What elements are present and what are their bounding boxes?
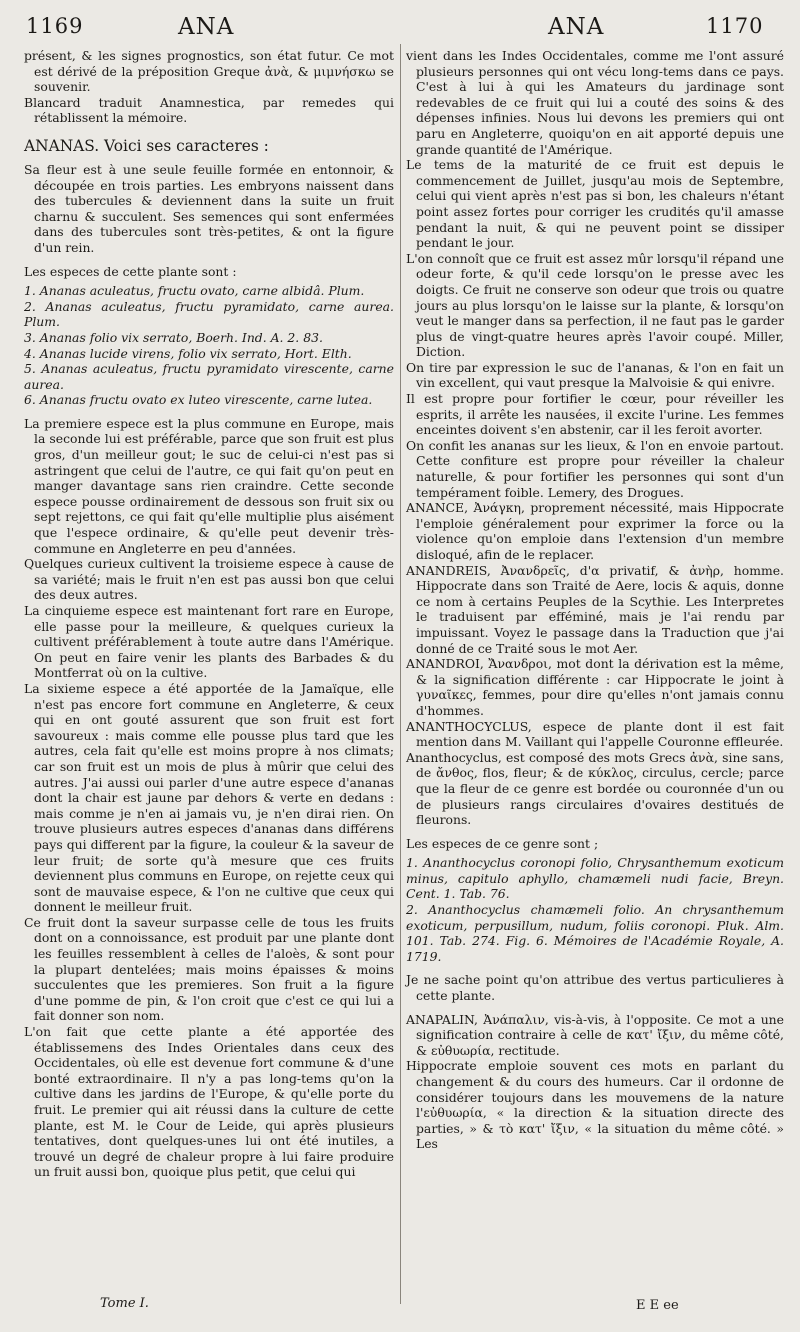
entry-anance: ANANCE, Ἀνάγκη, proprement nécessité, mais Hippocrate l'emploie généralement pour exprimer la force ou la violence qu'on emploie dans l'extension d'un membre disloqué, afin de le replacer. (406, 500, 784, 562)
paragraph: La cinquieme espece est maintenant fort rare en Europe, elle passe pour la meilleure, & quelques curieux la cultivent préférablement à toute autre dans l'Amérique. On peut en faire venir les plants des Barbades & du Montferrat où on la cultive. (24, 603, 394, 681)
entry-ananthocyclus: ANANTHOCYCLUS, espece de plante dont il est fait mention dans M. Vaillant qui l'appelle Couronne effleurée. (406, 718, 784, 750)
species-item: 6. Ananas fructu ovato ex luteo virescente, carne lutea. (24, 392, 373, 408)
species-item: 1. Ananas aculeatus, fructu ovato, carne albidâ. Plum. (24, 283, 365, 299)
paragraph: Ananthocyclus, est composé des mots Grecs ἀνὰ, sine sans, de ἄνθος, flos, fleur; & de κύκλος, circulus, cercle; parce que la fleur de ce genre est bordée ou couronnée d'un ou de plusieurs rangs circulaires d'ovaires destitués de fleurons. (406, 749, 784, 828)
species-list (24, 283, 394, 408)
right-page-number: 1170 (706, 14, 764, 38)
paragraph: On tire par expression le suc de l'ananas, & l'on en fait un vin excellent, qui vaut presque la Malvoisie & qui enivre. (406, 359, 784, 391)
paragraph: L'on fait que cette plante a été apportée des établissemens des Indes Orientales dans ceux des Occidentales, où elle est devenue fort commune & d'une bonté extraordinaire. Il n'y a pas long-tems qu'on la cultive dans les jardins de l'Europe, & qu'elle porte du fruit. Le premier qui ait réussi dans la culture de cette plante, est M. le Cour de Leide, qui après plusieurs tentatives, dont quelques-unes lui ont été inutiles, a trouvé un degré de chaleur propre à lui faire produire un fruit aussi bon, quoique plus petit, que celui qui (24, 1024, 394, 1180)
paragraph: Sa fleur est à une seule feuille formée en entonnoir, & découpée en trois parties. Les embryons naissent dans des tubercules & deviennent dans la suite un fruit charnu & succulent. Ses semences qui sont enfermées dans des tubercules sont très-petites, & ont la figure d'un rein. (24, 161, 394, 255)
species-list (406, 855, 784, 964)
paragraph: Hippocrate emploie souvent ces mots en parlant du changement & du cours des humeurs. Car il ordonne de considérer toujours dans les mouvemens de la nature l'εὐθυωρία, « la direction & la situation directe des parties, » & τὸ κατ' ἴξιν, « la situation du même côté. » Les (406, 1058, 784, 1152)
column-divider (400, 44, 401, 1304)
entry-anandroi: ANANDROI, Ἄνανδροι, mot dont la dérivation est la même, & la signification différente : car Hippocrate le joint à γυναῖκες, femmes, pour dire qu'elles n'ont jamais connu d'hommes. (406, 656, 784, 718)
entry-heading-ananas: ANANAS. Voici ses caracteres : (24, 136, 269, 155)
paragraph: Quelques curieux cultivent la troisieme espece à cause de sa variété; mais le fruit n'en est pas aussi bon que celui des deux autres. (24, 556, 394, 603)
species-item: 4. Ananas lucide virens, folio vix serrato, Hort. Elth. (24, 345, 352, 361)
species-item: 2. Ananthocyclus chamæmeli folio. An chrysanthemum exoticum, perpusillum, nudum, foliis coronopi. Pluk. Alm. 101. Tab. 274. Fig. 6. Mémoires de l'Académie Royale, A. 1719. (406, 902, 784, 964)
paragraph: Blancard traduit Anamnestica, par remedes qui rétablissent la mémoire. (24, 94, 394, 126)
left-column (24, 48, 394, 1180)
left-running-title: ANA (178, 14, 235, 40)
right-running-title: ANA (548, 14, 605, 40)
paragraph: On confit les ananas sur les lieux, & l'on en envoie partout. Cette confiture est propre pour réveiller la chaleur naturelle, & pour fortifier les personnes qui sont d'un tempérament foible. Lemery, des Drogues. (406, 437, 784, 500)
signature-mark: E E ee (636, 1298, 679, 1313)
entry-anapalin: ANAPALIN, Ἀνάπαλιν, vis-à-vis, à l'opposite. Ce mot a une signification contraire à celle de κατ' ἴξιν, du même côté, & εὐθυωρία, rectitude. (406, 1011, 784, 1058)
species-item: 1. Ananthocyclus coronopi folio, Chrysanthemum exoticum minus, capitulo aphyllo, chamæmeli nudi facie, Breyn. Cent. 1. Tab. 76. (406, 855, 784, 902)
paragraph: vient dans les Indes Occidentales, comme me l'ont assuré plusieurs personnes qui ont vécu long-tems dans ce pays. C'est à lui à qui les Amateurs du jardinage sont redevables de ce fruit qui lui a couté des soins & des dépenses infinies. Nous lui devons les premiers qui ont paru en Angleterre, quoiqu'on en ait apporté depuis une grande quantité de l'Amérique. (406, 48, 784, 157)
paragraph: La sixieme espece a été apportée de la Jamaïque, elle n'est pas encore fort commune en Angleterre, & ceux qui en ont gouté assurent que son fruit est fort savoureux : mais comme elle pousse plus tard que les autres, cela fait qu'elle est moins propre à nos climats; car son fruit est un mois de plus à mûrir que celui des autres. J'ai aussi oui parler d'une autre espece d'ananas dont la chair est jaune par dehors & verte en dedans : mais comme je n'en ai jamais vu, je n'en dirai rien. On trouve plusieurs autres especes d'ananas dans différens pays qui different par la figure, la couleur & la saveur de leur fruit; de sorte qu'à mesure que ces fruits deviennent plus communs en Europe, on rejette ceux qui sont de mauvaise espece, & l'on ne cultive que ceux qui donnent le meilleur fruit. (24, 680, 394, 915)
right-column (406, 48, 784, 1152)
paragraph: Ce fruit dont la saveur surpasse celle de tous les fruits dont on a connoissance, est produit par une plante dont les feuilles ressemblent à celles de l'aloès, & sont pour la plupart dentelées; mais moins épaisses & moins succulentes que les premieres. Son fruit a la figure d'une pomme de pin, & l'on croit que c'est ce qui lui a fait donner son nom. (24, 914, 394, 1024)
paragraph: présent, & les signes prognostics, son état futur. Ce mot est dérivé de la préposition Greque ἀνὰ, & μιμνήσκω se souvenir. (24, 48, 394, 95)
entry-anandreis: ANANDREIS, Ἀνανδρεῖς, d'α privatif, & ἀνὴρ, homme. Hippocrate dans son Traité de Aere, locis & aquis, donne ce nom à certains Peuples de la Scythie. Les Interpretes le traduisent par efféminé, mais je l'ai rendu par impuissant. Voyez le passage dans la Traduction que j'ai donné de ce Traité sous le mot Aer. (406, 562, 784, 656)
paragraph: Les especes de cette plante sont : (24, 263, 237, 279)
paragraph: Je ne sache point qu'on attribue des vertus particulieres à cette plante. (406, 972, 784, 1004)
paragraph: L'on connoît que ce fruit est assez mûr lorsqu'il répand une odeur forte, & qu'il cede lorsqu'on le presse avec les doigts. Ce fruit ne conserve son odeur que trois ou quatre jours au plus lorsqu'on le laisse sur la plante, & lorsqu'on veut le manger dans sa perfection, il ne faut pas le garder plus de vingt-quatre heures après l'avoir coupé. Miller, Diction. (406, 250, 784, 360)
paragraph: La premiere espece est la plus commune en Europe, mais la seconde lui est préférable, parce que son fruit est plus gros, d'un meilleur gout; le suc de celui-ci n'est pas si astringent que celui de l'autre, ce qui fait qu'on peut en manger davantage sans rien craindre. Cette seconde espece pousse ordinairement de dessous son fruit six ou sept rejettons, ce qui fait qu'elle multiplie plus aisément que l'espece ordinaire, & qu'elle peut devenir très-commune en Angleterre en peu d'années. (24, 415, 394, 556)
left-page-number: 1169 (26, 14, 84, 38)
paragraph: Il est propre pour fortifier le cœur, pour réveiller les esprits, il arrête les nausées, il excite l'urine. Les femmes enceintes doivent s'en abstenir, car il les feroit avorter. (406, 391, 784, 438)
paragraph: Le tems de la maturité de ce fruit est depuis le commencement de Juillet, jusqu'au mois de Septembre, celui qui vient après n'est pas si bon, les chaleurs n'étant point assez fortes pour corriger les crudités qu'il amasse pendant la nuit, & qui ne peuvent point se dissiper pendant le jour. (406, 157, 784, 251)
species-item: 5. Ananas aculeatus, fructu pyramidato virescente, carne aurea. (24, 361, 394, 392)
paragraph: Les especes de ce genre sont ; (406, 835, 599, 851)
species-item: 3. Ananas folio vix serrato, Boerh. Ind. A. 2. 83. (24, 329, 323, 345)
volume-mark: Tome I. (100, 1296, 149, 1311)
species-item: 2. Ananas aculeatus, fructu pyramidato, carne aurea. Plum. (24, 298, 394, 330)
